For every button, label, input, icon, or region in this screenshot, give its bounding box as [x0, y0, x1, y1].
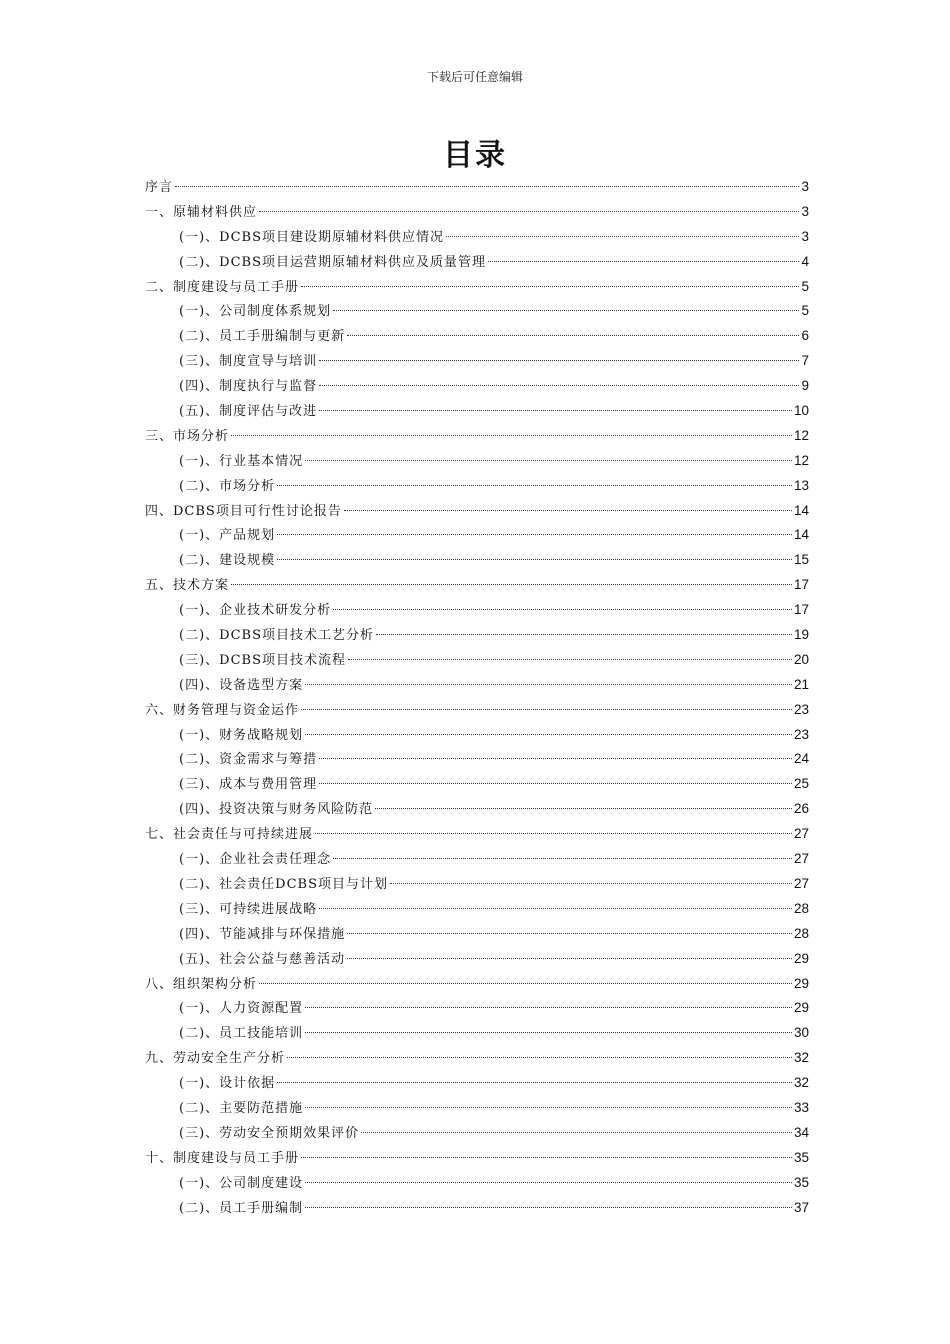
toc-entry-page: 12: [793, 452, 809, 468]
toc-dot-leader: [347, 321, 799, 336]
toc-entry-label: (一)、行业基本情况: [179, 453, 304, 469]
toc-dot-leader: [305, 993, 792, 1008]
toc-dot-leader: [301, 695, 792, 710]
toc-entry-page: 35: [793, 1149, 809, 1165]
toc-entry-label: (二)、员工技能培训: [179, 1026, 304, 1042]
toc-entry-label: (三)、DCBS项目技术流程: [179, 652, 346, 668]
toc-entry-page: 15: [793, 552, 809, 568]
toc-dot-leader: [333, 595, 792, 610]
toc-entry-label: (五)、制度评估与改进: [179, 404, 318, 420]
toc-entry-page: 35: [793, 1174, 809, 1190]
toc-entry-label: (四)、节能减排与环保措施: [179, 926, 346, 942]
toc-dot-leader: [375, 794, 792, 809]
toc-dot-leader: [259, 969, 792, 984]
toc-entry-label: (一)、公司制度建设: [179, 1175, 304, 1191]
toc-entry-label: (五)、社会公益与慈善活动: [179, 951, 346, 967]
toc-entry-page: 9: [801, 378, 809, 394]
toc-entry-label: (二)、建设规模: [179, 553, 276, 569]
toc-dot-leader: [315, 819, 792, 834]
toc-entry-label: (二)、资金需求与筹措: [179, 752, 318, 768]
toc-entry-label: (一)、设计依据: [179, 1076, 276, 1092]
toc-entry-page: 23: [793, 701, 809, 717]
toc-entry-label: (一)、产品规划: [179, 528, 276, 544]
toc-entry-page: 27: [793, 875, 809, 891]
toc-entry-page: 3: [801, 228, 809, 244]
toc-dot-leader: [305, 1168, 792, 1183]
toc-dot-leader: [231, 570, 792, 585]
toc-dot-leader: [301, 272, 799, 287]
toc-entry-page: 28: [793, 925, 809, 941]
toc-entry-label: (二)、DCBS项目运营期原辅材料供应及质量管理: [179, 254, 486, 270]
toc-dot-leader: [347, 919, 792, 934]
toc-entry-label: (一)、DCBS项目建设期原辅材料供应情况: [179, 229, 444, 245]
toc-dot-leader: [319, 769, 792, 784]
toc-dot-leader: [305, 1018, 792, 1033]
toc-entry-page: 5: [801, 303, 809, 319]
toc-dot-leader: [301, 1143, 792, 1158]
toc-entry-page: 6: [801, 328, 809, 344]
toc-dot-leader: [446, 222, 800, 237]
toc-dot-leader: [344, 496, 792, 511]
toc-entry-page: 24: [793, 751, 809, 767]
page-header: 下载后可任意编辑: [426, 70, 523, 84]
toc-dot-leader: [231, 421, 792, 436]
toc-dot-leader: [319, 894, 792, 909]
toc-entry-label: 七、社会责任与可持续进展: [145, 827, 314, 843]
toc-entry-page: 32: [793, 1050, 809, 1066]
toc-dot-leader: [277, 471, 792, 486]
toc-entry-label: 序言: [145, 180, 174, 195]
toc-dot-leader: [277, 1068, 792, 1083]
toc-dot-leader: [347, 944, 792, 959]
toc-entry-label: (二)、主要防范措施: [179, 1100, 304, 1116]
toc-entry-page: 37: [793, 1199, 809, 1215]
toc-entry-page: 26: [793, 801, 809, 817]
toc-entry-page: 3: [801, 179, 809, 194]
toc-entry-page: 4: [801, 253, 809, 269]
toc-entry-label: (四)、设备选型方案: [179, 677, 304, 693]
toc-entry-page: 12: [793, 427, 809, 443]
toc-entry-label: (一)、企业社会责任理念: [179, 852, 332, 868]
toc-entry-label: (四)、制度执行与监督: [179, 379, 318, 395]
toc-entry-label: (二)、社会责任DCBS项目与计划: [179, 876, 388, 892]
table-of-contents: [145, 175, 809, 1220]
toc-entry-page: 17: [793, 602, 809, 618]
toc-dot-leader: [319, 396, 792, 411]
toc-entry-page: 7: [801, 353, 809, 369]
toc-dot-leader: [361, 1118, 792, 1133]
toc-dot-leader: [376, 620, 792, 635]
toc-entry-page: 21: [793, 676, 809, 692]
toc-dot-leader: [333, 844, 792, 859]
toc-entry-page: 14: [793, 502, 809, 518]
toc-entry-page: 30: [793, 1025, 809, 1041]
toc-entry-page: 28: [793, 900, 809, 916]
toc-dot-leader: [277, 520, 792, 535]
toc-entry-label: 二、制度建设与员工手册: [145, 279, 300, 295]
toc-entry-label: (三)、成本与费用管理: [179, 777, 318, 793]
toc-entry-label: 十、制度建设与员工手册: [145, 1150, 300, 1166]
toc-entry-page: 34: [793, 1124, 809, 1140]
toc-entry-page: 27: [793, 826, 809, 842]
toc-entry-label: 八、组织架构分析: [145, 976, 258, 992]
toc-entry-label: 六、财务管理与资金运作: [145, 702, 300, 718]
toc-dot-leader: [319, 371, 799, 386]
toc-entry-label: (二)、市场分析: [179, 478, 276, 494]
toc-entry-label: (三)、可持续进展战略: [179, 901, 318, 917]
toc-entry-page: 29: [793, 975, 809, 991]
toc-entry-label: (一)、企业技术研发分析: [179, 603, 332, 619]
toc-entry-page: 23: [793, 726, 809, 742]
toc-entry-page: 17: [793, 577, 809, 593]
toc-entry-page: 33: [793, 1099, 809, 1115]
toc-entry-label: (四)、投资决策与财务风险防范: [179, 802, 374, 818]
toc-dot-leader: [305, 446, 792, 461]
toc-dot-leader: [319, 346, 799, 361]
toc-entry-page: 25: [793, 776, 809, 792]
toc-entry-page: 29: [793, 1000, 809, 1016]
toc-dot-leader: [319, 744, 792, 759]
toc-entry-label: (二)、员工手册编制: [179, 1200, 304, 1216]
toc-dot-leader: [333, 296, 799, 311]
toc-entry-page: 14: [793, 527, 809, 543]
toc-dot-leader: [277, 545, 792, 560]
toc-entry-label: (一)、财务战略规划: [179, 727, 304, 743]
toc-entry-page: 13: [793, 477, 809, 493]
toc-dot-leader: [305, 720, 792, 735]
toc-entry-page: 27: [793, 851, 809, 867]
toc-entry-label: 三、市场分析: [145, 428, 230, 444]
toc-entry-page: 20: [793, 651, 809, 667]
toc-entry-label: (一)、人力资源配置: [179, 1001, 304, 1017]
toc-entry-page: 3: [801, 203, 809, 219]
toc-entry-label: 九、劳动安全生产分析: [145, 1051, 286, 1067]
toc-entry-page: 19: [793, 627, 809, 643]
toc-entry-label: 五、技术方案: [145, 578, 230, 594]
toc-dot-leader: [390, 869, 792, 884]
toc-dot-leader: [305, 1093, 792, 1108]
toc-dot-leader: [305, 1193, 792, 1208]
toc-entry-page: 10: [793, 403, 809, 419]
toc-dot-leader: [287, 1043, 792, 1058]
toc-entry-label: (三)、制度宣导与培训: [179, 354, 318, 370]
toc-dot-leader: [348, 645, 792, 660]
toc-dot-leader: [175, 172, 799, 187]
toc-entry-label: (二)、DCBS项目技术工艺分析: [179, 628, 374, 644]
toc-entry-page: 5: [801, 278, 809, 294]
toc-dot-leader: [305, 670, 792, 685]
toc-entry[interactable]: [145, 1196, 809, 1221]
toc-dot-leader: [259, 197, 799, 212]
toc-dot-leader: [488, 247, 800, 262]
toc-entry-page: 29: [793, 950, 809, 966]
page-title: 目录: [443, 138, 507, 173]
toc-entry-label: (二)、员工手册编制与更新: [179, 329, 346, 345]
toc-entry-label: 一、原辅材料供应: [145, 204, 258, 220]
toc-entry-label: (一)、公司制度体系规划: [179, 304, 332, 320]
toc-entry-label: 四、DCBS项目可行性讨论报告: [145, 503, 342, 519]
toc-entry-label: (三)、劳动安全预期效果评价: [179, 1125, 360, 1141]
toc-entry-page: 32: [793, 1075, 809, 1091]
